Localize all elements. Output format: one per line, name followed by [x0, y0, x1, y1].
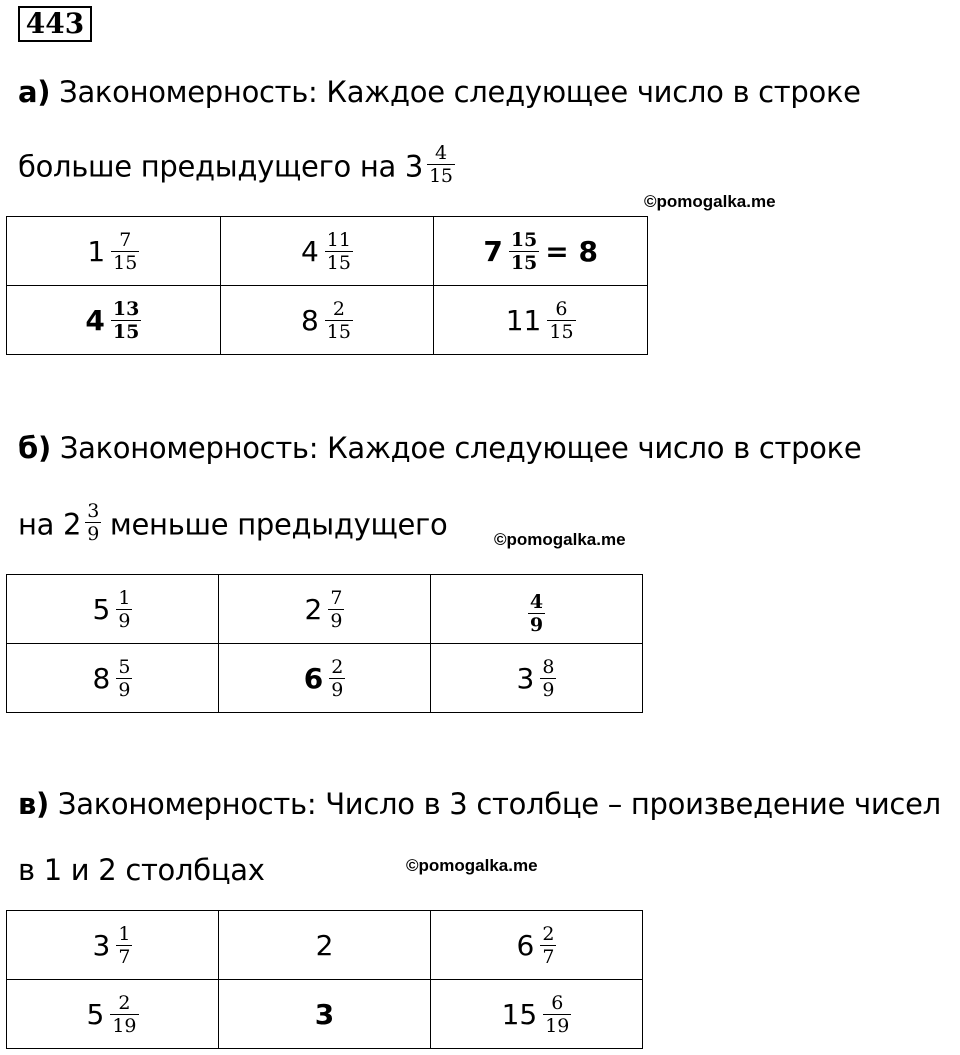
fraction-denominator: 9 — [529, 614, 544, 636]
fraction-denominator: 9 — [542, 678, 555, 701]
fraction-numerator: 2 — [118, 991, 131, 1014]
mixed-number — [93, 656, 133, 701]
fraction — [325, 298, 353, 343]
mixed-number — [528, 591, 545, 636]
fraction-denominator: 7 — [118, 945, 131, 968]
mixed-number — [87, 229, 139, 274]
mixed-number — [506, 298, 576, 343]
fraction-denominator: 15 — [113, 251, 138, 274]
mixed-number — [502, 992, 572, 1037]
table-cell — [7, 217, 221, 286]
table-row — [7, 980, 643, 1049]
fraction-denominator: 9 — [331, 678, 344, 701]
fraction-numerator: 4 — [434, 142, 447, 164]
fraction — [325, 229, 353, 274]
fraction-numerator: 4 — [529, 591, 544, 613]
section-a-rule: Закономерность: Каждое следующее число в строке — [50, 75, 861, 109]
whole-part: 2 — [304, 592, 323, 626]
section-c-label: в) — [18, 787, 50, 821]
section-b-table — [6, 574, 643, 713]
mixed-number — [305, 587, 345, 632]
whole-part: 2 — [315, 928, 334, 962]
mixed-number — [315, 998, 334, 1031]
table-cell — [7, 286, 221, 355]
fraction-denominator: 9 — [118, 678, 131, 701]
fraction-denominator: 15 — [326, 320, 351, 343]
table-cell — [220, 217, 434, 286]
fraction-numerator: 2 — [331, 655, 344, 678]
fraction-denominator: 9 — [118, 609, 131, 632]
table-cell — [431, 911, 643, 980]
table-row — [7, 217, 648, 286]
whole-part: 8 — [92, 661, 111, 695]
table-cell — [434, 286, 648, 355]
fraction-denominator: 19 — [545, 1014, 570, 1037]
section-a-step-fraction — [427, 142, 455, 187]
fraction — [111, 229, 139, 274]
table-cell — [219, 575, 431, 644]
mixed-number — [301, 229, 353, 274]
result-value: = 8 — [545, 234, 598, 268]
section-b-step-fraction — [85, 500, 101, 545]
section-a-rule-text: больше предыдущего на 3 — [18, 149, 424, 184]
fraction-numerator: 13 — [112, 297, 140, 320]
table-row — [7, 575, 643, 644]
fraction-numerator: 11 — [326, 228, 351, 251]
fraction — [116, 656, 132, 701]
section-c-table — [6, 910, 643, 1049]
table-cell — [220, 286, 434, 355]
whole-part: 3 — [314, 997, 335, 1031]
table-cell — [219, 980, 431, 1049]
whole-part: 4 — [300, 234, 319, 268]
mixed-number — [85, 298, 141, 343]
section-a-label: а) — [18, 75, 51, 109]
fraction-denominator: 9 — [330, 609, 343, 632]
fraction-numerator: 7 — [330, 586, 343, 609]
watermark: ©pomogalka.me — [494, 530, 626, 549]
fraction — [116, 587, 132, 632]
fraction-numerator: 5 — [118, 655, 131, 678]
fraction-numerator: 2 — [542, 922, 555, 945]
table-cell — [431, 644, 643, 713]
watermark: ©pomogalka.me — [406, 856, 538, 875]
whole-part: 3 — [92, 928, 111, 962]
section-c-rule-continued: в 1 и 2 столбцах — [18, 853, 265, 887]
fraction-denominator: 15 — [112, 320, 140, 343]
table-cell — [7, 644, 219, 713]
section-c-heading — [18, 786, 941, 822]
fraction — [540, 923, 556, 968]
fraction — [528, 591, 545, 636]
section-a-rule-continued — [18, 142, 455, 191]
fraction-numerator: 6 — [555, 297, 568, 320]
table-cell — [7, 911, 219, 980]
fraction — [547, 298, 575, 343]
mixed-number — [483, 229, 598, 274]
fraction-denominator: 15 — [326, 251, 351, 274]
section-b-rule-text-end: меньше предыдущего — [109, 507, 448, 542]
mixed-number — [304, 656, 346, 701]
fraction — [543, 992, 571, 1037]
fraction — [111, 298, 141, 343]
mixed-number — [86, 992, 138, 1037]
whole-part: 6 — [516, 928, 535, 962]
section-b-rule-continued — [18, 500, 448, 549]
section-b-heading — [18, 430, 861, 466]
fraction — [110, 992, 138, 1037]
mixed-number — [316, 929, 334, 962]
table-cell — [434, 217, 648, 286]
section-b-label: б) — [18, 431, 51, 465]
fraction-denominator: 9 — [87, 523, 99, 545]
table-cell — [7, 980, 219, 1049]
fraction — [328, 587, 344, 632]
whole-part: 15 — [501, 997, 538, 1031]
whole-part: 5 — [92, 592, 111, 626]
whole-part: 5 — [86, 997, 105, 1031]
whole-part: 8 — [300, 303, 319, 337]
fraction-denominator: 7 — [542, 945, 555, 968]
section-a-table — [6, 216, 648, 355]
table-cell — [431, 980, 643, 1049]
whole-part: 3 — [516, 661, 535, 695]
mixed-number — [93, 587, 133, 632]
whole-part: 6 — [303, 661, 324, 695]
problem-number: 443 — [18, 6, 92, 42]
fraction — [540, 656, 556, 701]
table-cell — [431, 575, 643, 644]
whole-part: 7 — [483, 234, 503, 268]
table-row — [7, 644, 643, 713]
fraction-numerator: 15 — [510, 228, 538, 251]
table-row — [7, 911, 643, 980]
section-b-rule-text: на 2 — [18, 507, 82, 542]
whole-part: 11 — [505, 303, 542, 337]
fraction-denominator: 15 — [510, 251, 538, 274]
fraction — [329, 656, 345, 701]
fraction-numerator: 1 — [118, 922, 131, 945]
mixed-number — [517, 923, 557, 968]
table-row — [7, 286, 648, 355]
mixed-number — [301, 298, 353, 343]
table-cell — [219, 911, 431, 980]
watermark: ©pomogalka.me — [644, 192, 776, 211]
fraction-numerator: 3 — [87, 500, 99, 522]
section-b-rule: Закономерность: Каждое следующее число в строке — [50, 431, 862, 465]
fraction-numerator: 7 — [119, 228, 132, 251]
whole-part: 1 — [87, 234, 106, 268]
fraction-denominator: 19 — [112, 1014, 137, 1037]
fraction — [116, 923, 132, 968]
fraction — [509, 229, 539, 274]
table-cell — [7, 575, 219, 644]
fraction-numerator: 8 — [542, 655, 555, 678]
mixed-number — [517, 656, 557, 701]
fraction-numerator: 6 — [551, 991, 564, 1014]
table-cell — [219, 644, 431, 713]
whole-part: 4 — [85, 303, 105, 337]
fraction-numerator: 2 — [332, 297, 345, 320]
mixed-number — [93, 923, 133, 968]
fraction-denominator: 15 — [429, 165, 453, 187]
fraction-numerator: 1 — [118, 586, 131, 609]
section-a-heading — [18, 74, 861, 110]
section-c-rule: Закономерность: Число в 3 столбце – произведение чисел — [49, 787, 941, 821]
fraction-denominator: 15 — [549, 320, 574, 343]
